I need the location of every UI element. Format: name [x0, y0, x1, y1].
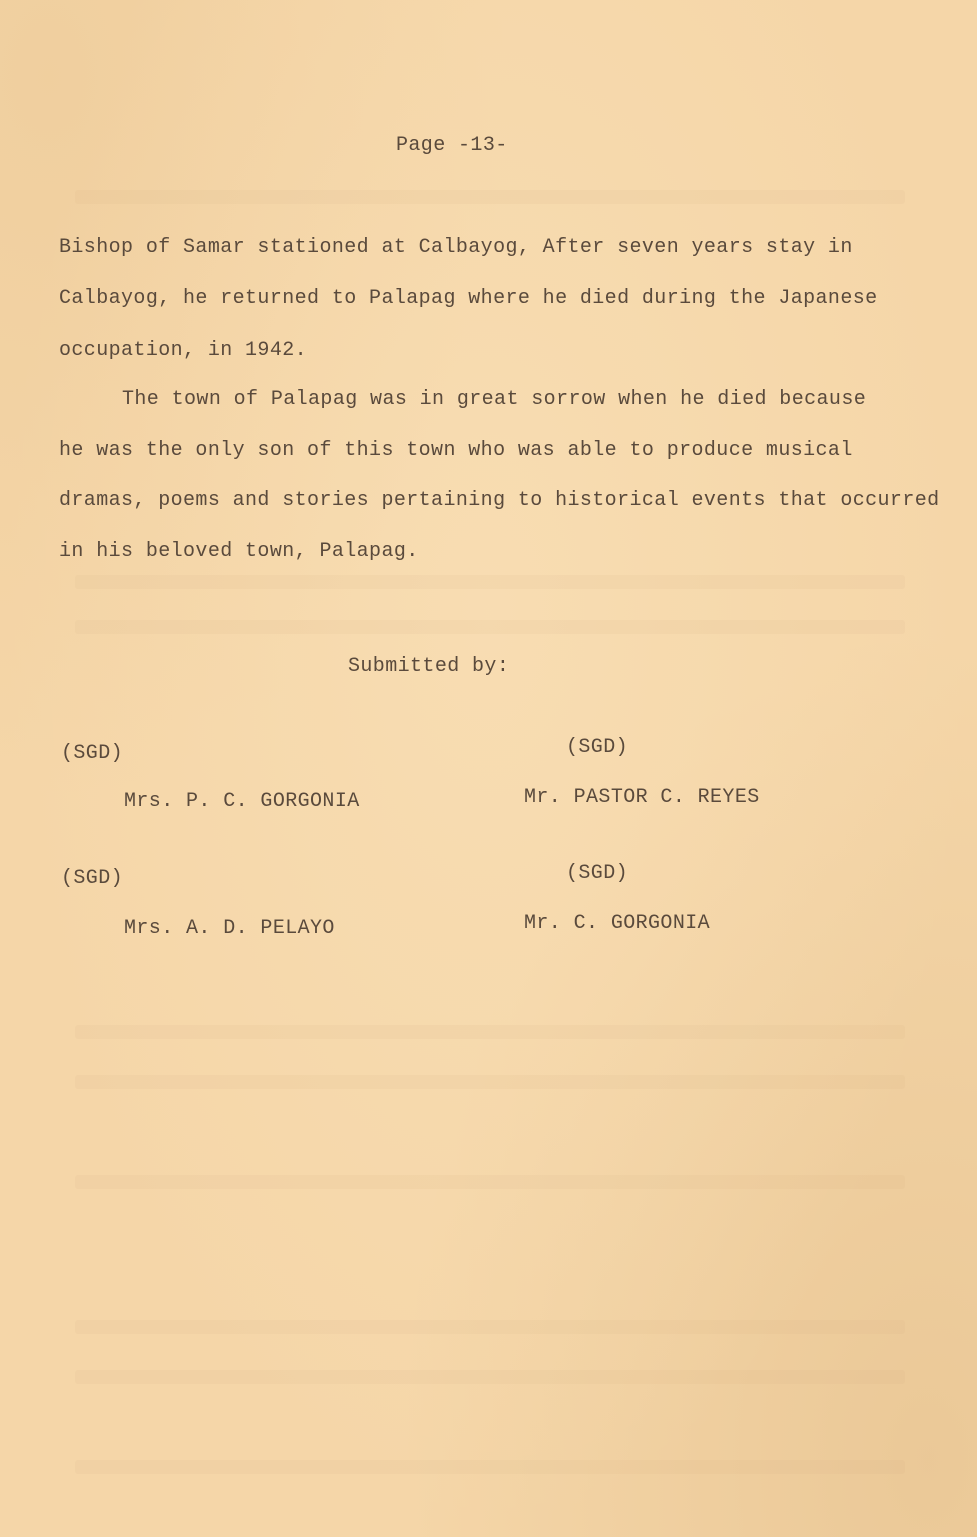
signature-1-name: Mrs. P. C. GORGONIA	[124, 790, 360, 813]
paragraph-1-line-2: Calbayog, he returned to Palapag where he died during the Japanese	[59, 287, 878, 310]
signature-2-mark: (SGD)	[566, 736, 629, 759]
paragraph-1-line-1: Bishop of Samar stationed at Calbayog, After seven years stay in	[59, 236, 853, 259]
page-header: Page -13-	[396, 134, 508, 157]
signature-1-mark: (SGD)	[61, 742, 124, 765]
paragraph-2-line-1: The town of Palapag was in great sorrow when he died because	[122, 388, 867, 411]
signature-2-name: Mr. PASTOR C. REYES	[524, 786, 760, 809]
paragraph-2-line-3: dramas, poems and stories pertaining to historical events that occurred	[59, 489, 940, 512]
submitted-by-label: Submitted by:	[348, 655, 510, 678]
signature-4-mark: (SGD)	[566, 862, 629, 885]
signature-4-name: Mr. C. GORGONIA	[524, 912, 711, 935]
signature-3-name: Mrs. A. D. PELAYO	[124, 917, 335, 940]
paragraph-2-line-4: in his beloved town, Palapag.	[59, 540, 419, 563]
paragraph-1-line-3: occupation, in 1942.	[59, 339, 308, 362]
paragraph-2-line-2: he was the only son of this town who was able to produce musical	[59, 439, 853, 462]
signature-3-mark: (SGD)	[61, 867, 124, 890]
